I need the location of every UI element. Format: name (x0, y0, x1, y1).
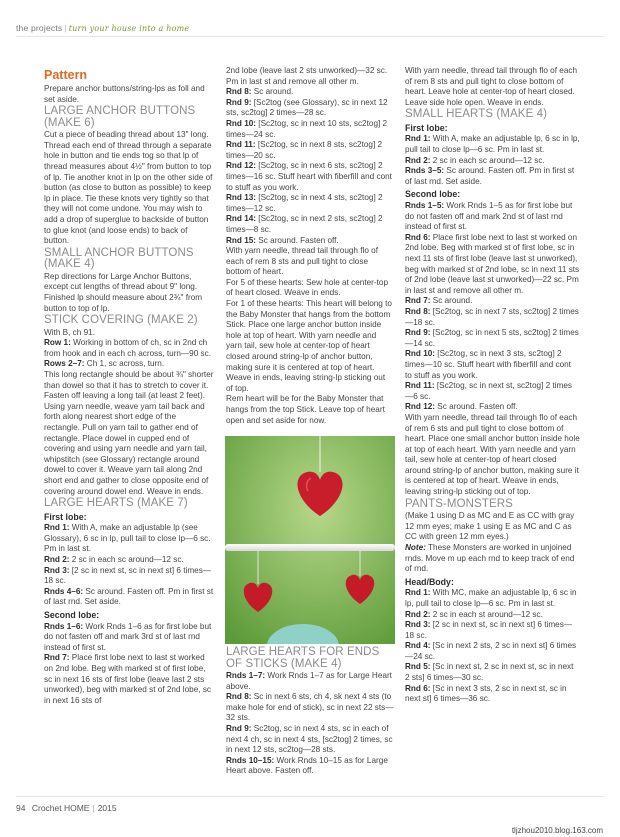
instruction-row: Rnd 11: [Sc2tog, sc in next 8 sts, sc2tog] 2 times—20 sc. (226, 140, 383, 160)
section-heading: SMALL ANCHOR BUTTONS (MAKE 4) (44, 246, 194, 271)
hearts-photo (225, 436, 395, 644)
subheading: Head/Body: (405, 576, 454, 587)
instruction-row: Rnd 9: [Sc2tog (see Glossary), sc in next 12 sts, sc2tog] 2 times—28 sc. (226, 97, 388, 118)
instruction-row: Rnd 3: [2 sc in next st, sc in next st] 6 times—18 sc. (44, 565, 211, 586)
pattern-title: Pattern (44, 68, 88, 82)
instruction-row: Rnds 1–6: Work Rnds 1–6 as for first lobe but do not fasten off and mark 3rd st of last rnd instead of first st. (44, 621, 212, 652)
instruction-row: Rnds 3–5: Sc around. Fasten off. Pm in first st of last rnd. Set aside. (405, 166, 575, 186)
paragraph: Rem heart will be for the Baby Monster that hangs from the top Stick. Leave top of heart open and set aside for now. (226, 394, 385, 425)
paragraph: With B, ch 91. (44, 327, 95, 337)
section-label: the projects (16, 23, 63, 33)
instruction-row: Rnd 7: Place first lobe next to last st worked on 2nd lobe. Beg with marked st of first lobe, sc in next 16 sts of first lobe (leave last 2 sts unworked), beg with marked st of 2nd lobe, sc in next 16 sts of (44, 653, 212, 705)
instruction-row: Row 1: Working in bottom of ch, sc in 2nd ch from hook and in each ch across, turn—90 sc. (44, 338, 212, 358)
stick (225, 544, 395, 551)
instruction-row: Rnd 8: [Sc2tog, sc in next 7 sts, sc2tog] 2 times—18 sc. (405, 306, 579, 327)
instruction-row: Rnd 15: Sc around. Fasten off. (226, 235, 339, 245)
paragraph: Fasten off leaving a long tail (at least 2 feet). Using yarn needle, weave yarn tail back and forth along nearest short edge of the rectangle. Pull on yarn tail to gather end of rectangle. Place dowel in cupped end of covering and using yarn needle and yarn tail, whipstitch (see Glossary) rectangle around dowel to cover it. Weave yarn tail along 2nd short end and gather to close opposite end of covering around dowel end. Weave in ends. (44, 391, 209, 496)
issue-year: 2015 (97, 803, 117, 813)
section-heading: PANTS-MONSTERS (405, 497, 513, 510)
instruction-row: Rnd 2: 2 sc in each sc around—12 sc. (405, 155, 545, 165)
section-heading: LARGE HEARTS FOR ENDS OF STICKS (MAKE 4) (226, 646, 380, 670)
row-label: Rows 2–7: (44, 359, 85, 369)
section-heading: SMALL HEARTS (MAKE 4) (405, 108, 548, 121)
subheading: Second lobe: (405, 189, 461, 200)
magazine-name: Crochet HOME (31, 803, 90, 813)
paragraph: This long rectangle should be about ¾" shorter than dowel so that it has to stretch to cover it. (44, 369, 214, 390)
column-2-lower (226, 646, 394, 777)
instruction-row: Rnd 7: Sc around. (405, 296, 473, 306)
instruction-row: Rnd 12: Sc around. Fasten off. (405, 402, 518, 412)
instruction-row: Rnd 8: Sc in next 6 sts, ch 4, sk next 4 sts (to make hole for end of stick), sc in next 22 sts—32 sts. (226, 692, 394, 723)
instruction-row: Rows 2–7: Ch 1, sc across, turn. (44, 359, 165, 369)
instruction-row: Rnd 14: [Sc2tog, sc in next 2 sts, sc2tog] 2 times—8 sc. (226, 214, 383, 234)
note: Note: These Monsters are worked in unjoined rnds. Move m up each rnd to keep track of end of rnd. (405, 542, 575, 574)
instruction-row: Rnd 3: [2 sc in next st, sc in next st] 6 times—18 sc. (405, 620, 572, 640)
running-header (16, 23, 189, 33)
instruction-row: Rnds 1–5: Work Rnds 1–5 as for first lobe but do not fasten off and mark 2nd st of last rnd instead of first st. (405, 201, 573, 232)
section-heading: LARGE HEARTS (MAKE 7) (44, 497, 188, 510)
instruction-row: Rnd 6: Place first lobe next to last st worked on 2nd lobe. Beg with marked st of first lobe, sc in next 11 sts of first lobe (leave last st unworked), beg with marked st of 2nd lobe, sc in next 11 sts of 2nd lobe (leave last st unworked)—22 sc. Pm in last st and remove all other m. (405, 232, 580, 295)
instruction-row: Rnd 8: Sc around. (226, 87, 294, 97)
paragraph: For 1 of these hearts: This heart will belong to the Baby Monster that hangs from the bottom Stick. Place one large anchor button inside hole at top of heart. With yarn needle and yarn tail, sew hole at center-top of heart closed around string-lp of anchor button, making sure it is centered at top of heart. Weave in ends, leaving string-lp sticking out of top. (226, 299, 392, 393)
footer-rule (16, 796, 604, 797)
instruction-row: Rnd 11: [Sc2tog, sc in next st, sc2tog] 2 times—6 sc. (405, 381, 573, 401)
paragraph: For 5 of these hearts: Sew hole at center-top of heart closed. Weave in ends. (226, 277, 389, 298)
subheading: First lobe: (44, 511, 87, 522)
paragraph: With yarn needle, thread tail through flo of each of rem 6 sts and pull tight to close bottom of heart. Place one small anchor button inside hole at top of each heart. With yarn needle and yarn tail, sew hole at center-top of heart closed around string-lp of anchor button, making sure it is centered at top of heart. Weave in ends, leaving string-lp sticking out of top. (405, 412, 580, 497)
instruction-row: Rnd 4: [Sc in next 2 sts, 2 sc in next st] 6 times—24 sc. (405, 641, 577, 661)
column-2 (226, 66, 394, 426)
instruction-row: Rnd 9: [Sc2tog, sc in next 5 sts, sc2tog] 2 times—14 sc. (405, 328, 579, 348)
footer-separator: | (92, 803, 95, 813)
instruction-row: Rnd 2: 2 sc in each sc around—12 sc. (44, 554, 184, 564)
subheading: Second lobe: (44, 609, 100, 620)
header-separator: | (64, 23, 67, 33)
hearts-illustration (225, 436, 395, 644)
instruction-row: Rnd 5: [Sc in next st, 2 sc in next st, sc in next 2 sts] 6 times—30 sc. (405, 662, 574, 683)
instruction-row: Rnd 13: [Sc2tog, sc in next 4 sts, sc2tog] 2 times—12 sc. (226, 193, 383, 213)
instruction-row: Rnd 1: With MC, make an adjustable lp, 6 sc in lp, pull tail to close lp—6 sc. Pm in last st. (405, 588, 577, 608)
paragraph: With yarn needle, thread tail through flo of each of rem 8 sts and pull tight to close bottom of heart. (226, 246, 379, 277)
column-3 (405, 66, 580, 705)
photo-background (225, 436, 395, 644)
paragraph: Rep directions for Large Anchor Buttons, except cut lengths of thread about 9" long. Finished lp should measure about 2¾" from button to top of lp. (44, 271, 203, 313)
instruction-row: Rnds 10–15: Work Rnds 10–15 as for Large Heart above. Fasten off. (226, 755, 388, 776)
paragraph: (Make 1 using D as MC and E as CC with gray 12 mm eyes; make 1 using E as MC and C as CC with green 12 mm eyes.) (405, 511, 575, 542)
instruction-row: Rnd 6: [Sc in next 3 sts, 2 sc in next st, sc in next st] 6 times—36 sc. (405, 683, 567, 704)
section-heading: LARGE ANCHOR BUTTONS (MAKE 6) (44, 105, 196, 129)
instruction-row: Rnd 10: [Sc2tog, sc in next 3 sts, sc2tog] 2 times—10 sc. Stuff heart with fiberfill and cont to stuff as you work. (405, 349, 571, 380)
row-label: Row 1: (44, 338, 71, 348)
paragraph: 2nd lobe (leave last 2 sts unworked)—32 sc. Pm in last st and remove all other m. (226, 66, 388, 86)
page-footer (16, 803, 117, 813)
header-rule (16, 36, 604, 37)
instruction-row: Rnds 4–6: Sc around. Fasten off. Pm in first st of last rnd. Set aside. (44, 586, 214, 607)
instruction-row: Rnd 1: With A, make an adjustable lp (see Glossary), 6 sc in lp, pull tail to close lp—6 sc. Pm in last st. (44, 523, 211, 554)
intro-text: Prepare anchor buttons/string-lps as foll and set aside. (44, 84, 205, 104)
instruction-row: Rnds 1–7: Work Rnds 1–7 as for Large Heart above. (226, 671, 392, 691)
instruction-row: Rnd 10: [Sc2tog, sc in next 10 sts, sc2tog] 2 times—24 sc. (226, 118, 388, 139)
instruction-row: Rnd 12: [Sc2tog, sc in next 6 sts, sc2tog] 2 times—16 sc. Stuff heart with fiberfill and cont to stuff as you work. (226, 161, 392, 192)
page-number: 94 (16, 803, 26, 813)
header-tagline: turn your house into a home (68, 24, 190, 33)
watermark: tljzhou2010.blog.163.com (511, 826, 603, 835)
column-1 (44, 66, 214, 706)
section-heading: STICK COVERING (MAKE 2) (44, 314, 198, 327)
paragraph: With yarn needle, thread tail through flo of each of rem 8 sts and pull tight to close bottom of heart. Leave hole at center-top of heart closed. Leave side hole open. Weave in ends. (405, 66, 578, 107)
instruction-row: Rnd 9: Sc2tog, sc in next 4 sts, sc in each of next 4 ch, sc in next 4 sts, [sc2tog] 2 times, sc in next 12 sts, sc2tog—28 sts. (226, 723, 393, 755)
subheading: First lobe: (405, 122, 448, 133)
instruction-row: Rnd 2: 2 sc in each st around—12 sc. (405, 609, 543, 619)
instruction-row: Rnd 1: With A, make an adjustable lp, 6 sc in lp, pull tail to close lp—6 sc. Pm in last st. (405, 134, 580, 155)
paragraph: Cut a piece of beading thread about 13" long. Thread each end of thread through a separate hole in button and tie ends tog so that lp of thread measures about 4½" from button to top of lp. Tie another knot in lp on the other side of button (as close to button as possible) to keep lp in place. Tie these knots very tightly so that they will not come undone. You may wish to add a drop of superglue to backside of button to glue knot (and loose ends) to back of button. (44, 130, 213, 246)
